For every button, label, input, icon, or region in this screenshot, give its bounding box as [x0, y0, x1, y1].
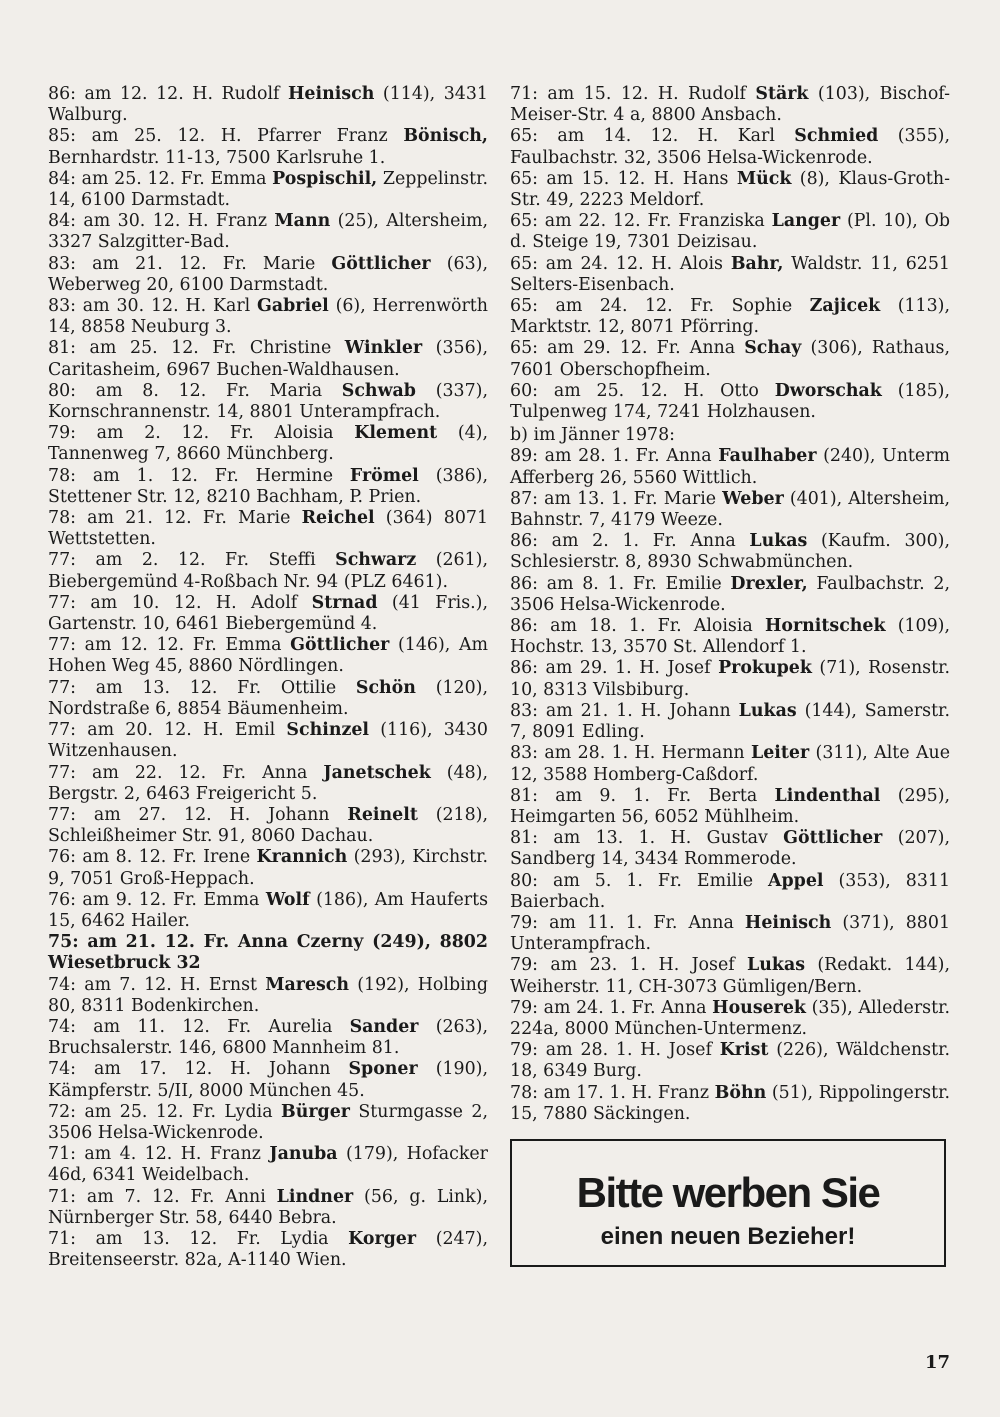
- entry-name: Hornitschek: [764, 616, 886, 637]
- entry-details: (71), Rosenstr. 10, 8313 Vilsbiburg.: [510, 658, 951, 700]
- list-item: [48, 593, 488, 635]
- entry-text: 81: am 9. 1. Fr. Berta: [510, 785, 775, 806]
- entry-details: (293), Kirchstr. 9, 7051 Groß-Heppach.: [48, 847, 489, 889]
- entry-name: Stärk: [755, 84, 809, 104]
- entry-text: 79: am 2. 12. Fr. Aloisia: [48, 423, 355, 444]
- entry-name: Schinzel: [286, 720, 370, 741]
- entry-details: (337), Kornschrannenstr. 14, 8801 Unterampfrach.: [48, 380, 488, 423]
- list-item: [48, 1102, 488, 1144]
- entry-text: 77: am 12. 12. Fr. Emma: [48, 635, 291, 656]
- list-item: [48, 381, 488, 423]
- entry-name: Bönisch,: [403, 126, 488, 147]
- entry-name: Böhn: [714, 1082, 767, 1103]
- entry-details: (263), Bruchsalerstr. 146, 6800 Mannheim 81.: [48, 1016, 488, 1059]
- entry-text: 86: am 2. 1. Fr. Anna: [510, 531, 750, 552]
- section-heading-january: b) im Jänner 1978:: [510, 425, 676, 446]
- list-item: [48, 423, 488, 465]
- entry-details: (51), Rippolingerstr. 15, 7880 Säckingen.: [510, 1082, 950, 1124]
- entry-name: Maresch: [265, 974, 350, 995]
- entry-name: Faulhaber: [718, 446, 817, 467]
- entry-name: Heinisch: [744, 912, 832, 933]
- list-item: [510, 254, 950, 296]
- list-item: [48, 84, 488, 126]
- entry-text: 86: am 12. 12. H. Rudolf: [48, 84, 288, 104]
- entry-details: (355), Faulbachstr. 32, 3506 Helsa-Wickenrode.: [510, 126, 950, 168]
- entry-text: 79: am 23. 1. H. Josef: [510, 955, 748, 976]
- entry-details: (146), Am Hohen Weg 45, 8860 Nördlingen.: [48, 635, 488, 677]
- entry-name: Schön: [355, 677, 416, 698]
- entry-details: (56, g. Link), Nürnberger Str. 58, 6440 Bebra.: [48, 1186, 488, 1228]
- list-item: [510, 531, 950, 573]
- list-item: [48, 847, 488, 889]
- entry-text: 71: am 13. 12. Fr. Lydia: [48, 1228, 349, 1249]
- list-item: [48, 169, 488, 211]
- entry-name: Sponer: [348, 1059, 418, 1080]
- entry-details: (4), Tannenweg 7, 8660 Münchberg.: [48, 423, 488, 465]
- entry-details: (25), Altersheim, 3327 Salzgitter-Bad.: [48, 211, 488, 253]
- entry-details: Zeppelinstr. 14, 6100 Darmstadt.: [48, 168, 488, 211]
- entry-details: (311), Alte Aue 12, 3588 Homberg-Caßdorf.: [510, 743, 950, 785]
- list-item: [48, 338, 488, 380]
- list-item: [48, 720, 488, 762]
- entry-details: (144), Samerstr. 7, 8091 Edling.: [510, 700, 950, 743]
- entry-details: Waldstr. 11, 6251 Selters-Eisenbach.: [510, 253, 950, 295]
- list-item: [510, 828, 950, 870]
- entry-details: (371), 8801 Unterampfrach.: [510, 912, 951, 955]
- list-item: [510, 1040, 950, 1082]
- entry-name: Januba: [269, 1144, 338, 1165]
- entry-name: Winkler: [344, 338, 423, 359]
- entry-name: Krannich: [256, 847, 348, 868]
- list-item: [48, 763, 488, 805]
- list-item: [510, 1083, 950, 1125]
- entry-name: Klement: [354, 423, 438, 444]
- entry-name: Lukas: [747, 955, 806, 976]
- entry-details: (190), Kämpferstr. 5/II, 8000 München 45.: [48, 1059, 488, 1101]
- entry-text: 86: am 8. 1. Fr. Emilie: [510, 573, 731, 594]
- entry-name: Mann: [274, 211, 331, 232]
- entry-text: 76: am 8. 12. Fr. Irene: [48, 847, 257, 868]
- list-item: [510, 998, 950, 1040]
- entry-details: (306), Rathaus, 7601 Oberschopfheim.: [510, 338, 950, 380]
- entry-name: Lindner: [276, 1186, 354, 1207]
- list-item: [48, 211, 488, 253]
- entry-text: 85: am 25. 12. H. Pfarrer Franz: [48, 126, 404, 147]
- list-item: [510, 126, 950, 168]
- entry-name: Lukas: [738, 700, 797, 721]
- entry-details: (240), Unterm Afferberg 26, 5560 Wittlich.: [510, 446, 950, 488]
- list-item: [48, 1017, 488, 1059]
- entry-name: Schmied: [794, 126, 879, 147]
- list-item: [48, 932, 488, 974]
- entry-details: (226), Wäldchenstr. 18, 6349 Burg.: [510, 1040, 950, 1082]
- entry-text: 83: am 21. 1. H. Johann: [510, 700, 739, 721]
- entry-text: 79: am 11. 1. Fr. Anna: [510, 912, 745, 933]
- entry-details: (120), Nordstraße 6, 8854 Bäumenheim.: [48, 677, 488, 719]
- entry-text: 74: am 11. 12. Fr. Aurelia: [48, 1016, 350, 1037]
- entry-name: Heinisch: [287, 84, 375, 104]
- entry-name: Pospischil,: [272, 168, 378, 189]
- entry-name: Appel: [768, 870, 824, 891]
- entry-details: (Redakt. 144), Weiherstr. 11, CH-3073 Gümligen/Bern.: [510, 955, 950, 997]
- entry-name: Lindenthal: [774, 785, 881, 806]
- entry-details: (103), Bischof-Meiser-Str. 4 a, 8800 Ansbach.: [510, 84, 951, 126]
- list-item: [510, 955, 950, 997]
- december-list-continued: [510, 84, 950, 423]
- entry-name: Dworschak: [774, 380, 882, 401]
- entry-details: (114), 3431 Walburg.: [48, 84, 488, 126]
- entry-text: 86: am 18. 1. Fr. Aloisia: [510, 616, 765, 637]
- list-item: [48, 126, 488, 168]
- list-item: [48, 805, 488, 847]
- entry-name: Göttlicher: [331, 253, 431, 274]
- entry-text: 80: am 5. 1. Fr. Emilie: [510, 870, 769, 891]
- entry-details: (48), Bergstr. 2, 6463 Freigericht 5.: [48, 762, 488, 804]
- entry-name: Korger: [348, 1228, 417, 1249]
- list-item: [510, 381, 950, 423]
- list-item: [510, 338, 950, 380]
- entry-text: 74: am 17. 12. H. Johann: [48, 1059, 349, 1080]
- entry-name: Göttlicher: [290, 635, 390, 656]
- entry-name: Prokupek: [718, 658, 812, 679]
- entry-text: 65: am 29. 12. Fr. Anna: [510, 338, 745, 359]
- entry-details: (249), 8802 Wiesetbruck 32: [48, 932, 488, 974]
- january-list: [510, 446, 950, 1125]
- list-item: [510, 786, 950, 828]
- entry-name: Houserek: [712, 997, 806, 1018]
- entry-details: (109), Hochstr. 13, 3570 St. Allendorf 1.: [510, 616, 950, 658]
- entry-details: (6), Herrenwörth 14, 8858 Neuburg 3.: [48, 296, 488, 338]
- entry-text: 71: am 7. 12. Fr. Anni: [48, 1186, 277, 1207]
- entry-details: (8), Klaus-Groth-Str. 49, 2223 Meldorf.: [510, 168, 950, 211]
- entry-name: Krist: [719, 1040, 769, 1061]
- entry-details: (386), Stettener Str. 12, 8210 Bachham, P. Prien.: [48, 465, 488, 507]
- entry-text: 84: am 30. 12. H. Franz: [48, 211, 275, 232]
- list-item: [48, 1229, 488, 1271]
- entry-text: 84: am 25. 12. Fr. Emma: [48, 168, 273, 189]
- entry-name: Weber: [722, 488, 784, 509]
- entry-name: Janetschek: [323, 762, 431, 783]
- entry-details: (35), Allederstr. 224a, 8000 München-Untermenz.: [510, 997, 950, 1039]
- entry-text: 83: am 21. 12. Fr. Marie: [48, 253, 332, 274]
- list-item: [48, 1059, 488, 1101]
- entry-details: (186), Am Hauferts 15, 6462 Hailer.: [48, 889, 488, 931]
- list-item: [48, 678, 488, 720]
- entry-name: Gabriel: [257, 296, 329, 317]
- list-item: [510, 574, 950, 616]
- list-item: [510, 169, 950, 211]
- entry-text: 65: am 14. 12. H. Karl: [510, 126, 795, 147]
- list-item: [48, 296, 488, 338]
- list-item: [48, 1187, 488, 1229]
- entry-name: Schwab: [341, 380, 416, 401]
- entry-name: Schwarz: [335, 550, 417, 571]
- entry-name: Frömel: [349, 465, 419, 486]
- list-item: [510, 446, 950, 488]
- entry-text: 75: am 21. 12. Fr. Anna: [48, 932, 297, 953]
- entry-text: 86: am 29. 1. H. Josef: [510, 658, 719, 679]
- entry-text: 79: am 28. 1. H. Josef: [510, 1040, 720, 1061]
- list-item: [510, 211, 950, 253]
- entry-details: (207), Sandberg 14, 3434 Rommerode.: [510, 828, 950, 870]
- entry-details: Sturmgasse 2, 3506 Helsa-Wickenrode.: [48, 1101, 488, 1143]
- list-item: [510, 701, 950, 743]
- ad-subtitle: einen neuen Bezieher!: [600, 1223, 856, 1250]
- list-item: [510, 489, 950, 531]
- list-item: [48, 508, 488, 550]
- entry-name: Schay: [744, 338, 802, 359]
- entry-text: 77: am 20. 12. H. Emil: [48, 720, 287, 741]
- entry-name: Zajicek: [809, 296, 881, 317]
- entry-details: (353), 8311 Baierbach.: [510, 870, 951, 912]
- list-item: [48, 635, 488, 677]
- entry-details: (192), Holbing 80, 8311 Bodenkirchen.: [48, 974, 488, 1016]
- entry-details: (356), Caritasheim, 6967 Buchen-Waldhausen.: [48, 338, 488, 380]
- entry-text: 77: am 22. 12. Fr. Anna: [48, 762, 324, 783]
- entry-details: (401), Altersheim, Bahnstr. 7, 4179 Weeze.: [510, 488, 950, 531]
- entry-name: Langer: [771, 211, 841, 232]
- entry-text: 87: am 13. 1. Fr. Marie: [510, 488, 723, 509]
- entry-details: (185), Tulpenweg 174, 7241 Holzhausen.: [510, 380, 950, 423]
- entry-text: 78: am 17. 1. H. Franz: [510, 1082, 715, 1103]
- entry-details: (218), Schleißheimer Str. 91, 8060 Dachau.: [48, 804, 488, 847]
- entry-name: Sander: [349, 1016, 419, 1037]
- entry-text: 77: am 27. 12. H. Johann: [48, 804, 348, 825]
- entry-text: 71: am 4. 12. H. Franz: [48, 1144, 270, 1165]
- entry-details: (295), Heimgarten 56, 6052 Mühlheim.: [510, 785, 951, 827]
- entry-name: Göttlicher: [783, 828, 883, 849]
- list-item: [48, 254, 488, 296]
- entry-text: 77: am 10. 12. H. Adolf: [48, 592, 312, 613]
- list-item: [48, 890, 488, 932]
- entry-details: (41 Fris.), Gartenstr. 10, 6461 Biebergemünd 4.: [48, 592, 488, 635]
- entry-text: 65: am 24. 12. H. Alois: [510, 253, 731, 274]
- entry-text: 65: am 22. 12. Fr. Franziska: [510, 211, 772, 232]
- entry-text: 80: am 8. 12. Fr. Maria: [48, 380, 342, 401]
- entry-text: 78: am 21. 12. Fr. Marie: [48, 508, 302, 529]
- entry-text: 83: am 28. 1. H. Hermann: [510, 743, 751, 764]
- entry-details: (179), Hofacker 46d, 6341 Weidelbach.: [48, 1144, 488, 1186]
- entry-name: Leiter: [751, 743, 810, 764]
- list-item: [510, 743, 950, 785]
- entry-details: Bernhardstr. 11-13, 7500 Karlsruhe 1.: [48, 147, 386, 168]
- entry-details: (116), 3430 Witzenhausen.: [48, 720, 488, 762]
- entry-text: 83: am 30. 12. H. Karl: [48, 296, 258, 317]
- entry-text: 76: am 9. 12. Fr. Emma: [48, 889, 266, 910]
- page-number: 17: [925, 1352, 951, 1373]
- entry-text: 79: am 24. 1. Fr. Anna: [510, 997, 713, 1018]
- entry-text: 77: am 2. 12. Fr. Steffi: [48, 550, 336, 571]
- list-item: [48, 466, 488, 508]
- entry-name: Mück: [736, 168, 792, 189]
- entry-name: Strnad: [311, 592, 378, 613]
- right-column: [510, 84, 950, 1125]
- entry-details: (247), Breitenseerstr. 82a, A-1140 Wien.: [48, 1228, 488, 1271]
- entry-name: Reinelt: [347, 804, 418, 825]
- entry-text: 65: am 15. 12. H. Hans: [510, 168, 737, 189]
- entry-details: (Pl. 10), Ob d. Steige 19, 7301 Deizisau.: [510, 211, 950, 253]
- list-item: [510, 296, 950, 338]
- advertisement-box: [510, 1139, 946, 1267]
- entry-details: (63), Weberweg 20, 6100 Darmstadt.: [48, 253, 488, 295]
- entry-text: 89: am 28. 1. Fr. Anna: [510, 446, 719, 467]
- entry-text: 77: am 13. 12. Fr. Ottilie: [48, 677, 356, 698]
- entry-details: Faulbachstr. 2, 3506 Helsa-Wickenrode.: [510, 573, 950, 615]
- entry-text: 74: am 7. 12. H. Ernst: [48, 974, 266, 995]
- entry-text: 71: am 15. 12. H. Rudolf: [510, 84, 756, 104]
- entry-name: Bahr,: [730, 253, 784, 274]
- list-item: [48, 550, 488, 592]
- list-item: [510, 871, 950, 913]
- list-item: [510, 913, 950, 955]
- entry-text: 78: am 1. 12. Fr. Hermine: [48, 465, 350, 486]
- entry-name: Reichel: [301, 508, 375, 529]
- entry-text: 81: am 25. 12. Fr. Christine: [48, 338, 345, 359]
- list-item: [48, 1144, 488, 1186]
- entry-name: Drexler,: [730, 573, 808, 594]
- entry-details: (261), Biebergemünd 4-Roßbach Nr. 94 (PLZ 6461).: [48, 550, 488, 592]
- entry-details: (113), Marktstr. 12, 8071 Pförring.: [510, 296, 950, 338]
- list-item: [510, 658, 950, 700]
- list-item: [510, 84, 950, 126]
- list-item: [510, 616, 950, 658]
- ad-title: Bitte werben Sie: [576, 1169, 880, 1216]
- entry-details: (364) 8071 Wettstetten.: [48, 508, 489, 550]
- entry-name: Czerny: [296, 932, 364, 953]
- entry-text: 60: am 25. 12. H. Otto: [510, 380, 775, 401]
- left-column: [48, 84, 488, 1271]
- entry-name: Lukas: [749, 531, 808, 552]
- list-item: [48, 975, 488, 1017]
- entry-text: 72: am 25. 12. Fr. Lydia: [48, 1101, 282, 1122]
- entry-details: (Kaufm. 300), Schlesierstr. 8, 8930 Schwabmünchen.: [510, 531, 950, 573]
- entry-text: 81: am 13. 1. H. Gustav: [510, 828, 784, 849]
- entry-name: Wolf: [265, 889, 310, 910]
- entry-text: 65: am 24. 12. Fr. Sophie: [510, 296, 810, 317]
- entry-name: Bürger: [281, 1101, 350, 1122]
